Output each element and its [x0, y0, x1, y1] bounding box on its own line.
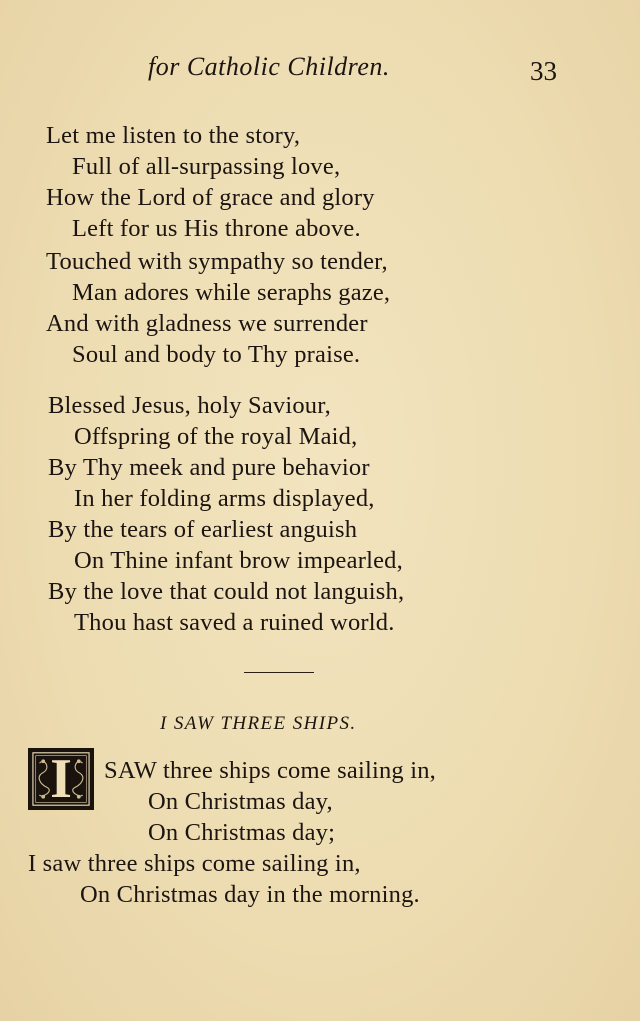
stanza1-line-5: Touched with sympathy so tender,	[46, 248, 388, 275]
bleed-through-shadow	[380, 118, 548, 145]
stanza1-line-8: Soul and body to Thy praise.	[72, 341, 361, 368]
running-header: for Catholic Children.	[148, 52, 390, 81]
stanza1-line-7: And with gladness we surrender	[46, 310, 368, 337]
song-line-1: SAW three ships come sailing in,	[104, 757, 436, 784]
stanza1-line-1: Let me listen to the story,	[46, 122, 301, 149]
song-line-2: On Christmas day,	[148, 788, 333, 815]
stanza1-line-2: Full of all-surpassing love,	[72, 153, 341, 180]
ornamental-drop-cap	[28, 748, 94, 810]
song-line-3: On Christmas day;	[148, 819, 336, 846]
song-line-5: On Christmas day in the morning.	[80, 881, 420, 908]
stanza2-line-1: Blessed Jesus, holy Saviour,	[48, 392, 331, 419]
drop-cap-letter: I	[50, 748, 72, 810]
stanza1-line-6: Man adores while seraphs gaze,	[72, 279, 391, 306]
song-title: I SAW THREE SHIPS.	[160, 713, 357, 734]
section-divider	[244, 672, 314, 673]
stanza2-line-2: Offspring of the royal Maid,	[74, 423, 358, 450]
stanza2-line-7: By the love that could not languish,	[48, 578, 405, 605]
stanza2-line-3: By Thy meek and pure behavior	[48, 454, 370, 481]
stanza1-line-4: Left for us His throne above.	[72, 215, 361, 242]
stanza2-line-4: In her folding arms displayed,	[74, 485, 375, 512]
stanza2-line-5: By the tears of earliest anguish	[48, 516, 358, 543]
song-line-4: I saw three ships come sailing in,	[28, 850, 361, 877]
stanza2-line-8: Thou hast saved a ruined world.	[74, 609, 395, 636]
stanza1-line-3: How the Lord of grace and glory	[46, 184, 375, 211]
stanza2-line-6: On Thine infant brow impearled,	[74, 547, 403, 574]
page-number: 33	[530, 56, 557, 86]
